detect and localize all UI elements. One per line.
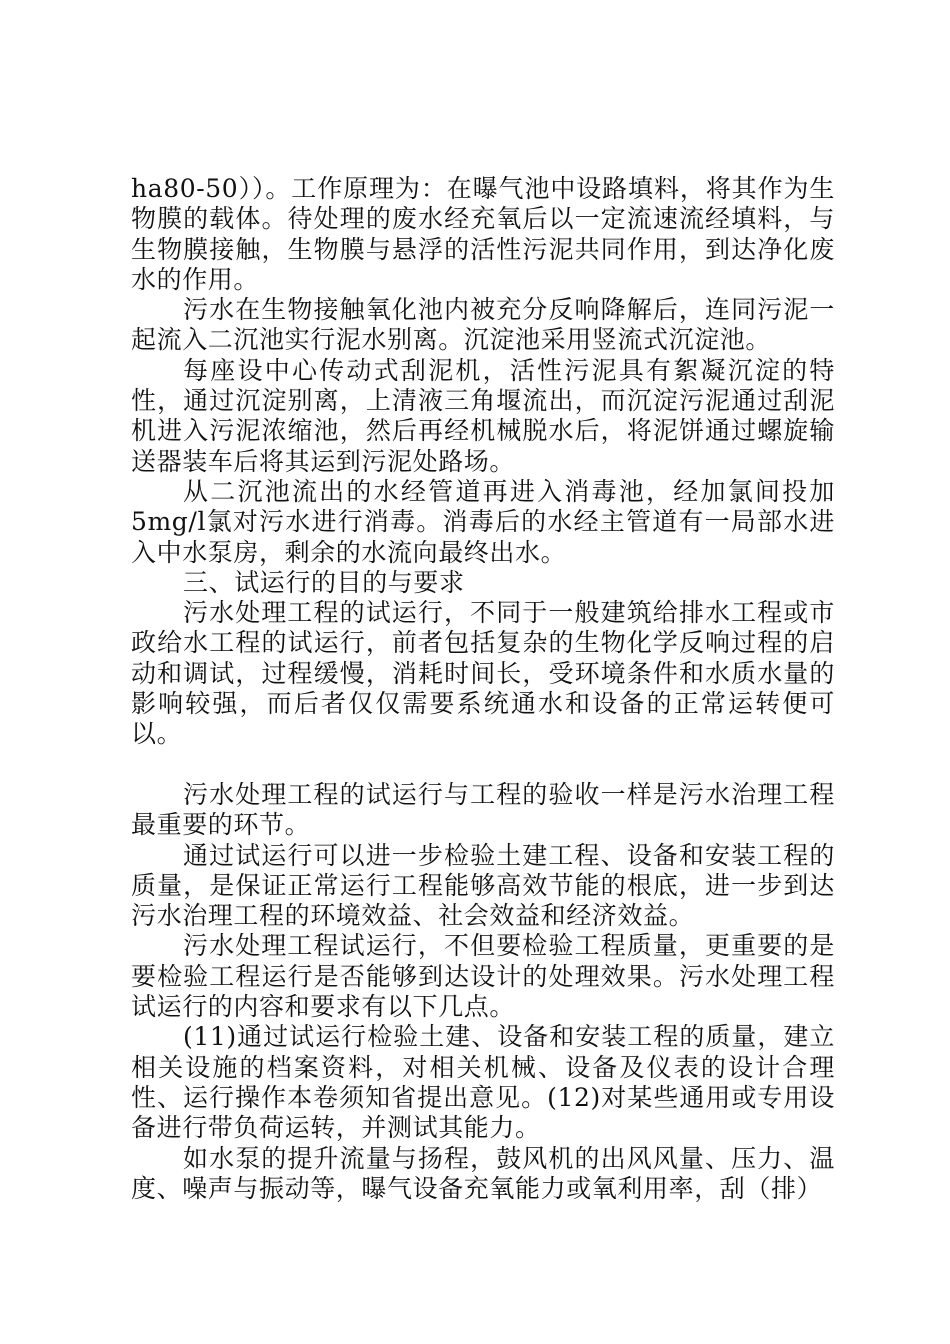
- paragraph-disinfection: 从二沉池流出的水经管道再进入消毒池，经加氯间投加5mg/l氯对污水进行消毒。消毒后的水经主管道有一局部水进入中水泵房，剩余的水流向最终出水。: [131, 476, 835, 567]
- blank-line: [131, 750, 835, 780]
- section-heading-trial-run-purpose: 三、试运行的目的与要求: [183, 567, 465, 597]
- paragraph-quality-inspection: 通过试运行可以进一步检验土建工程、设备和安装工程的质量，是保证正常运行工程能够高效节能的根底，进一步到达污水治理工程的环境效益、社会效益和经济效益。: [131, 840, 835, 931]
- paragraph-list-items: (11)通过试运行检验土建、设备和安装工程的质量，建立相关设施的档案资料，对相关机械、设备及仪表的设计合理性、运行操作本卷须知省提出意见。(12)对某些通用或专用设备进行带负荷运转，并测试其能力。: [131, 1022, 835, 1143]
- paragraph-trial-run-importance: 污水处理工程的试运行与工程的验收一样是污水治理工程最重要的环节。: [131, 779, 835, 840]
- paragraph-working-principle: ha80-50））。工作原理为：在曝气池中设路填料，将其作为生物膜的载体。待处理的废水经充氧后以一定流速流经填料，与生物膜接触，生物膜与悬浮的活性污泥共同作用，到达净化废水的作用。: [131, 174, 835, 294]
- paragraph-trial-run-difference: 污水处理工程的试运行，不同于一般建筑给排水工程或市政给水工程的试运行，前者包括复杂的生物化学反响过程的启动和调试，过程缓慢，消耗时间长，受环境条件和水质水量的影响较强，而后者仅仅需要系统通水和设备的正常运转便可以。: [131, 598, 835, 749]
- paragraph-treatment-effect: 污水处理工程试运行，不但要检验工程质量，更重要的是要检验工程运行是否能够到达设计的处理效果。污水处理工程试运行的内容和要求有以下几点。: [131, 931, 835, 1022]
- document-page: [131, 174, 835, 1204]
- paragraph-sludge-scraper: 每座设中心传动式刮泥机，活性污泥具有絮凝沉淀的特性，通过沉淀别离，上清液三角堰流出，而沉淀污泥通过刮泥机进入污泥浓缩池，然后再经机械脱水后，将泥饼通过螺旋输送器装车后将其运到污泥处路场。: [131, 355, 835, 476]
- paragraph-oxidation-pond: 污水在生物接触氧化池内被充分反响降解后，连同污泥一起流入二沉池实行泥水别离。沉淀池采用竖流式沉淀池。: [131, 295, 835, 355]
- paragraph-equipment-tests: 如水泵的提升流量与扬程，鼓风机的出风风量、压力、温度、噪声与振动等，曝气设备充氧能力或氧利用率，刮（排）: [131, 1143, 835, 1203]
